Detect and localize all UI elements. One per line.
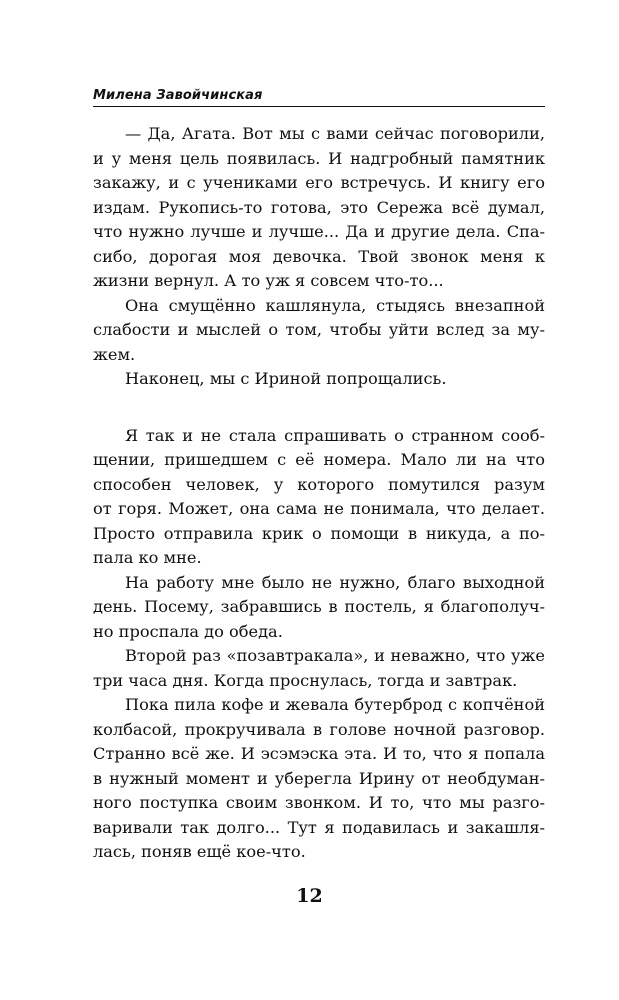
text-line: лась, поняв ещё кое-что. <box>93 842 306 861</box>
text-line: Пока пила кофе и жевала бутерброд с копчёной <box>125 695 545 714</box>
text-line: варивали так долго... Тут я подавилась и закашля- <box>93 817 545 837</box>
text-line: жем. <box>93 344 136 364</box>
text-line: в нужный момент и уберегла Ирину от необдуман- <box>93 768 545 788</box>
text-line: от горя. Может, она сама не понимала, что делает. <box>93 499 545 518</box>
text-line: слабости и мыслей о том, чтобы уйти вслед за му- <box>93 320 545 339</box>
text-line: Я так и не стала спрашивать о странном сооб- <box>125 425 545 445</box>
text-line: способен человек, у которого помутился разум <box>93 474 545 494</box>
text-line: три часа дня. Когда проснулась, тогда и завтрак. <box>93 670 518 690</box>
text-line: пала ко мне. <box>93 548 202 567</box>
text-line: На работу мне было не нужно, благо выходной <box>125 572 545 592</box>
text-line: Наконец, мы с Ириной попрощались. <box>125 369 447 388</box>
text-line: жизни вернул. А то уж я совсем что-то... <box>93 271 444 290</box>
running-head-author: Милена Завойчинская <box>93 88 263 103</box>
text-line: Странно всё же. И эсэмэска эта. И то, что я попала <box>93 744 545 763</box>
text-line: щении, пришедшем с её номера. Мало ли на что <box>93 450 545 469</box>
section-break <box>93 392 545 424</box>
running-head <box>93 80 545 107</box>
text-body <box>93 122 545 865</box>
text-line: Просто отправила крик о помощи в никуда, а по- <box>93 523 545 543</box>
text-line: но проспала до обеда. <box>93 621 283 641</box>
text-line: сибо, дорогая моя девочка. Твой звонок меня к <box>93 246 545 266</box>
text-line: закажу, и с учениками его встречусь. И книгу его <box>93 173 545 192</box>
text-line: ного поступка своим звонком. И то, что мы разго- <box>93 793 545 812</box>
text-line: Второй раз «позавтракала», и неважно, что уже <box>125 646 545 665</box>
page-number: 12 <box>296 885 323 907</box>
text-line: что нужно лучше и лучше... Да и другие дела. Спа- <box>93 222 545 241</box>
text-line: издам. Рукопись-то готова, это Сережа всё думал, <box>93 197 545 217</box>
text-line: день. Посему, забравшись в постель, я благополуч- <box>93 597 545 616</box>
text-line: и у меня цель появилась. И надгробный памятник <box>93 148 545 168</box>
text-line: Она смущённо кашлянула, стыдясь внезапной <box>125 295 545 315</box>
text-line: колбасой, прокручивала в голове ночной разговор. <box>93 719 545 739</box>
text-line: — Да, Агата. Вот мы с вами сейчас поговорили, <box>125 124 545 143</box>
